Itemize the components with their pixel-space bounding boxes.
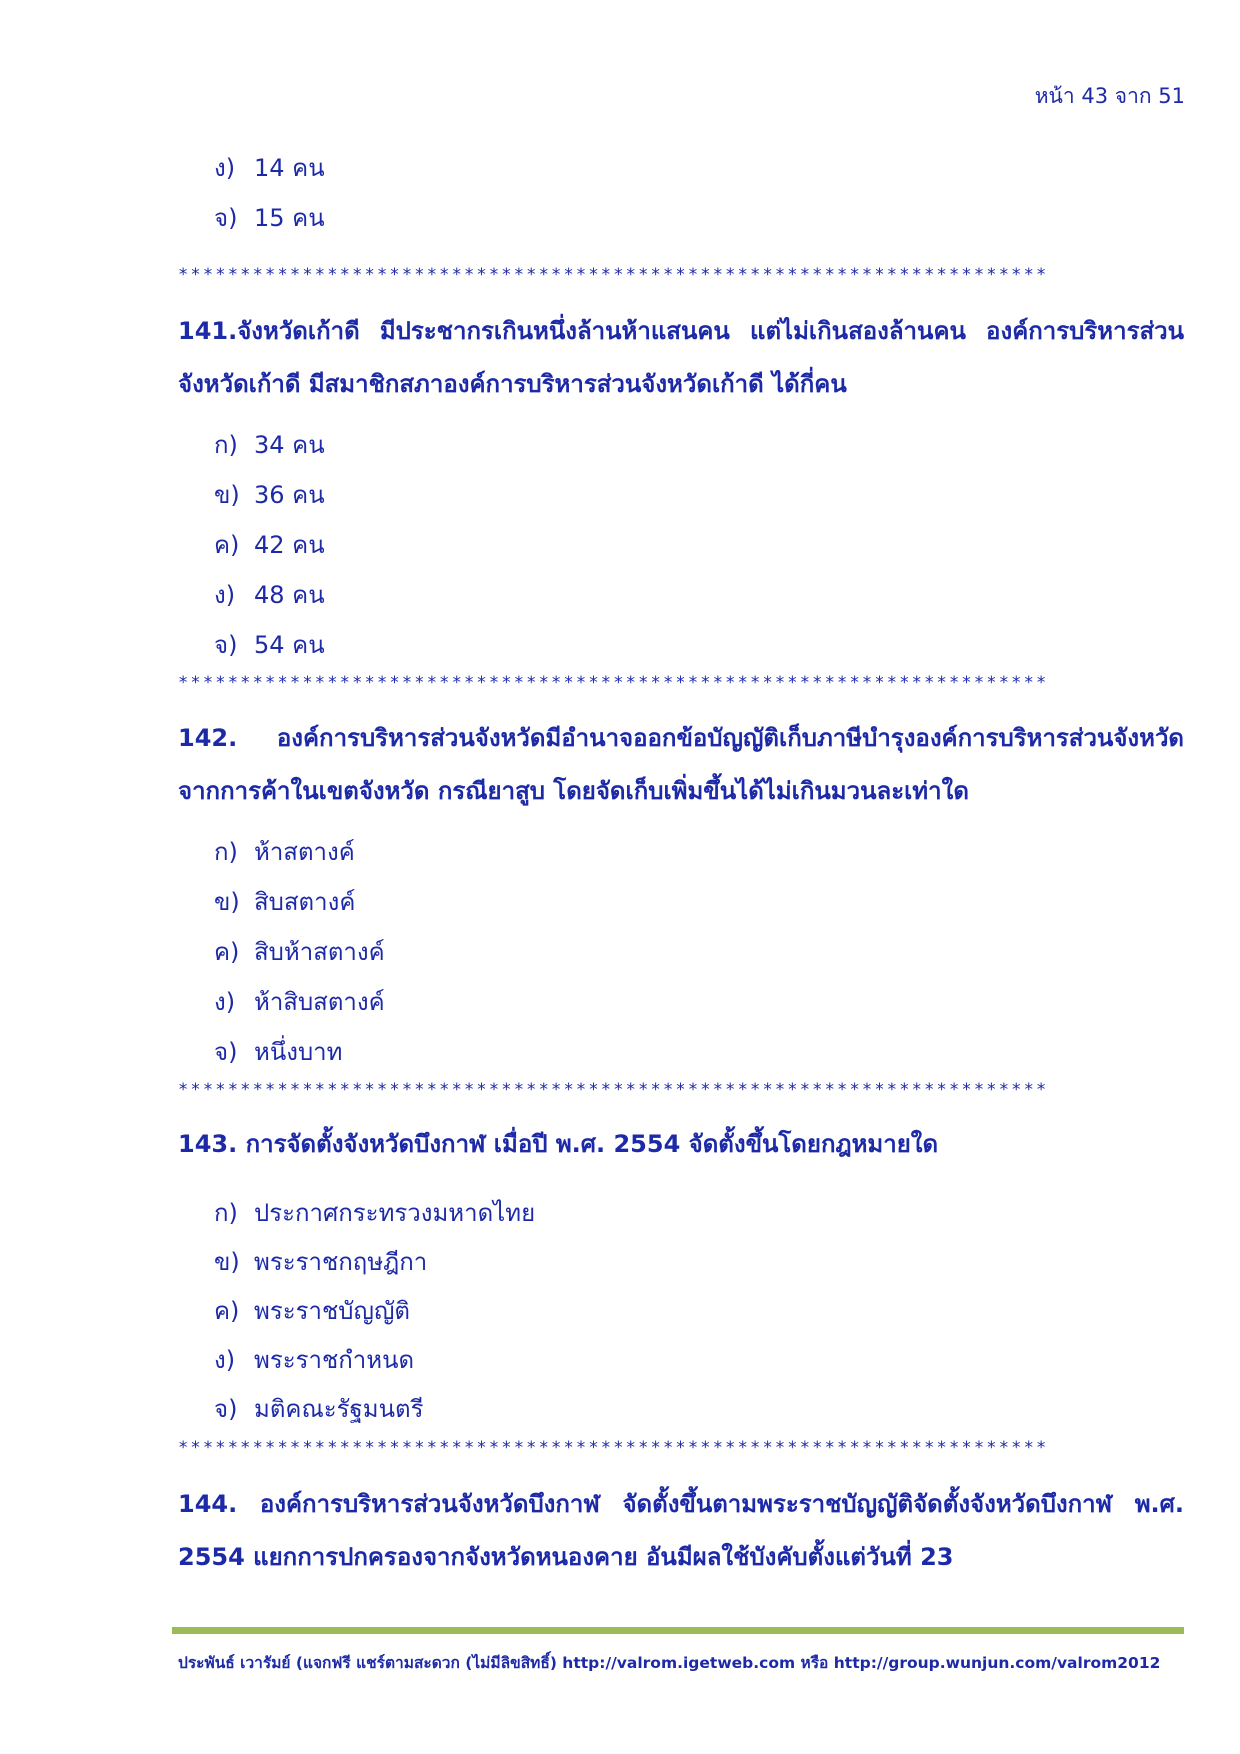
footer-credit: ประพันธ์ เวารัมย์ (แจกฟรี แชร์ตามสะดวก (ไม่มีลิขสิทธิ์) http://valrom.igetweb.com หรือ http://group.wunjun.com/valrom2012 [178, 1654, 1161, 1672]
choice-text: ห้าสตางค์ [254, 838, 355, 866]
choice-text: ประกาศกระทรวงมหาดไทย [254, 1199, 536, 1227]
choice-text: 14 คน [254, 154, 325, 182]
choice-item [214, 882, 355, 921]
choice-label: ง) [214, 581, 236, 609]
separator: ********************************************************************** [178, 673, 1049, 693]
choice-label: ข) [214, 1248, 240, 1276]
choice-text: มติคณะรัฐมนตรี [254, 1395, 424, 1423]
choice-label: ก) [214, 431, 238, 459]
choice-item [214, 575, 325, 614]
choice-label: ข) [214, 888, 240, 916]
choice-label: ค) [214, 531, 240, 559]
choice-label: ง) [214, 1346, 236, 1374]
choice-item [214, 1242, 427, 1281]
choice-label: ข) [214, 481, 240, 509]
choice-item [214, 1291, 410, 1330]
choice-label: ง) [214, 154, 236, 182]
separator: ********************************************************************** [178, 1080, 1049, 1100]
choice-label: ง) [214, 988, 236, 1016]
choice-text: พระราชกฤษฎีกา [254, 1248, 428, 1276]
choice-text: 34 คน [254, 431, 325, 459]
choice-label: จ) [214, 1395, 238, 1423]
choice-item [214, 148, 325, 187]
choice-item [214, 625, 325, 664]
choice-item [214, 425, 325, 464]
choice-text: 54 คน [254, 631, 325, 659]
choice-label: ค) [214, 1297, 240, 1325]
choice-item [214, 932, 385, 971]
choice-text: พระราชบัญญัติ [254, 1297, 410, 1325]
choice-text: หนึ่งบาท [254, 1038, 343, 1066]
choice-text: พระราชกำหนด [254, 1346, 415, 1374]
choice-item [214, 198, 325, 237]
choice-text: สิบสตางค์ [254, 888, 356, 916]
choice-item [214, 832, 355, 871]
choice-text: ห้าสิบสตางค์ [254, 988, 385, 1016]
choice-label: ค) [214, 938, 240, 966]
page-number: หน้า 43 จาก 51 [1034, 84, 1185, 108]
choice-item [214, 525, 325, 564]
choice-label: ก) [214, 1199, 238, 1227]
choice-label: จ) [214, 204, 238, 232]
choice-item [214, 475, 325, 514]
choice-item [214, 1032, 342, 1071]
question-143: 143. การจัดตั้งจังหวัดบึงกาฬ เมื่อปี พ.ศ. 2554 จัดตั้งขึ้นโดยกฎหมายใด [178, 1130, 939, 1158]
choice-label: จ) [214, 1038, 238, 1066]
question-142: 142. องค์การบริหารส่วนจังหวัดมีอำนาจออกข้อบัญญัติเก็บภาษีบำรุงองค์การบริหารส่วนจังหวัดจากการค้าในเขตจังหวัด กรณียาสูบ โดยจัดเก็บเพิ่มขึ้นได้ไม่เกินมวนละเท่าใด [178, 724, 1184, 805]
choice-text: 42 คน [254, 531, 325, 559]
choice-label: ก) [214, 838, 238, 866]
question-144: 144. องค์การบริหารส่วนจังหวัดบึงกาฬ จัดตั้งขึ้นตามพระราชบัญญัติจัดตั้งจังหวัดบึงกาฬ พ.ศ. 2554 แยกการปกครองจากจังหวัดหนองคาย อันมีผลใช้บังคับตั้งแต่วันที่ 23 [178, 1490, 1184, 1571]
choice-text: สิบห้าสตางค์ [254, 938, 385, 966]
question-141: 141.จังหวัดเก้าดี มีประชากรเกินหนึ่งล้านห้าแสนคน แต่ไม่เกินสองล้านคน องค์การบริหารส่วนจังหวัดเก้าดี มีสมาชิกสภาองค์การบริหารส่วนจังหวัดเก้าดี ได้กี่คน [178, 317, 1184, 398]
choice-text: 36 คน [254, 481, 325, 509]
footer-divider [172, 1627, 1184, 1634]
choice-label: จ) [214, 631, 238, 659]
choice-item [214, 1389, 423, 1428]
separator: ********************************************************************** [178, 265, 1049, 285]
choice-item [214, 1340, 414, 1379]
choice-item [214, 1193, 535, 1232]
choice-text: 15 คน [254, 204, 325, 232]
choice-text: 48 คน [254, 581, 325, 609]
separator: ********************************************************************** [178, 1438, 1049, 1458]
choice-item [214, 982, 385, 1021]
